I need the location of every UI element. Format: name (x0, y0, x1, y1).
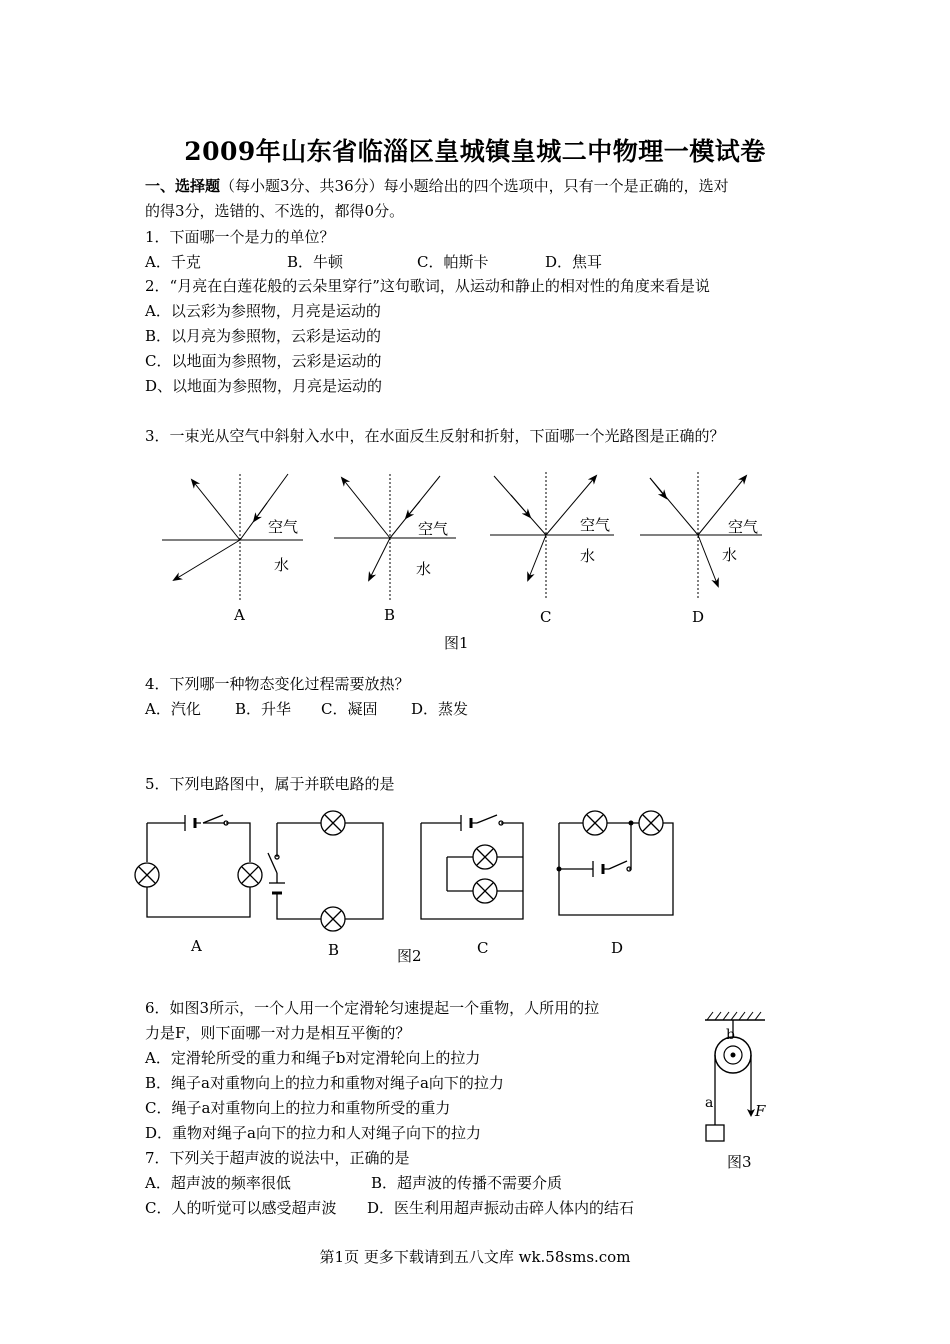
q2-option-a: A．以云彩为参照物，月亮是运动的 (145, 302, 381, 320)
figure-3-caption: 图3 (727, 1153, 752, 1171)
q1-option-d: D．焦耳 (545, 253, 603, 271)
q2-option-c: C．以地面为参照物，云彩是运动的 (145, 352, 382, 370)
label-b: b (726, 1027, 735, 1043)
ceiling (705, 1012, 765, 1020)
circuit-d (559, 811, 673, 915)
q6-option-c: C．绳子a对重物向上的拉力和重物所受的重力 (145, 1099, 451, 1117)
label-f: F (755, 1102, 766, 1120)
q7-option-c: C．人的听觉可以感受超声波 (145, 1199, 337, 1217)
label-a: a (705, 1095, 714, 1111)
q3-stem: 3．一束光从空气中斜射入水中，在水面反生反射和折射，下面哪一个光路图是正确的？ (145, 427, 725, 445)
section-desc: （每小题3分、共36分）每小题给出的四个选项中，只有一个是正确的，选对 (220, 177, 729, 195)
water-label-d: 水 (722, 546, 738, 564)
light-diagram-c (490, 472, 614, 626)
light-diagram-d (640, 472, 762, 626)
q7-option-a: A．超声波的频率很低 (145, 1174, 291, 1192)
q4-option-a: A．汽化 (145, 700, 201, 718)
figure-1-caption: 图1 (444, 634, 469, 652)
circuit-label-c: C (477, 939, 489, 957)
figure-1-light-paths (150, 462, 790, 662)
q2-option-d: D、以地面为参照物，月亮是运动的 (145, 377, 383, 395)
page-footer: 第1页 更多下载请到五八文库 wk.58sms.com (319, 1248, 631, 1266)
q7-option-b: B．超声波的传播不需要介质 (371, 1174, 563, 1192)
water-label-b: 水 (416, 560, 432, 578)
q2-stem: 2．“月亮在白莲花般的云朵里穿行”这句歌词，从运动和静止的相对性的角度来看是说 (145, 277, 710, 295)
q1-options (145, 252, 602, 272)
figure-2-caption: 图2 (397, 947, 422, 965)
q7-option-d: D．医生利用超声振动击碎人体内的结石 (367, 1199, 635, 1217)
q6-option-a: A．定滑轮所受的重力和绳子b对定滑轮向上的拉力 (145, 1049, 481, 1067)
q4-options (145, 699, 468, 719)
section-heading-line (145, 176, 729, 196)
circuit-c (421, 815, 523, 919)
section-desc-2: 的得3分，选错的、不选的，都得0分。 (145, 202, 405, 220)
figure-2-circuits (125, 805, 695, 970)
air-label-c: 空气 (580, 516, 611, 534)
q7-stem: 7．下列关于超声波的说法中，正确的是 (145, 1149, 410, 1167)
q2-option-b: B．以月亮为参照物，云彩是运动的 (145, 327, 382, 345)
circuit-label-d: D (611, 939, 624, 957)
air-label-b: 空气 (418, 520, 449, 538)
option-label-d: D (692, 608, 705, 626)
q7-options-row-2 (145, 1198, 634, 1218)
q1-option-a: A．千克 (145, 253, 201, 271)
q4-option-c: C．凝固 (321, 700, 378, 718)
option-label-b: B (384, 606, 396, 624)
circuit-label-a: A (191, 937, 202, 955)
option-label-c: C (540, 608, 552, 626)
q1-option-c: C．帕斯卡 (417, 253, 489, 271)
q4-option-b: B．升华 (235, 700, 292, 718)
weight-block (706, 1125, 724, 1141)
air-label-d: 空气 (728, 518, 759, 536)
q6-option-d: D．重物对绳子a向下的拉力和人对绳子向下的拉力 (145, 1124, 481, 1142)
water-label-c: 水 (580, 547, 596, 565)
q1-option-b: B．牛顿 (287, 253, 344, 271)
figure-3-pulley (695, 1005, 785, 1175)
section-heading: 一、选择题 (145, 177, 221, 195)
q6-stem-1: 6．如图3所示，一个人用一个定滑轮匀速提起一个重物，人所用的拉 (145, 999, 600, 1017)
q7-options-row-1 (145, 1173, 562, 1193)
air-label-a: 空气 (268, 518, 299, 536)
circuit-a (135, 815, 262, 917)
q4-option-d: D．蒸发 (411, 700, 469, 718)
q5-stem: 5．下列电路图中，属于并联电路的是 (145, 775, 395, 793)
circuit-b (268, 811, 383, 931)
q6-stem-2: 力是F，则下面哪一对力是相互平衡的？ (145, 1024, 411, 1042)
q6-option-b: B．绳子a对重物向上的拉力和重物对绳子a向下的拉力 (145, 1074, 504, 1092)
light-diagram-b (334, 474, 456, 624)
circuit-label-b: B (328, 941, 340, 959)
water-label-a: 水 (274, 556, 290, 574)
q4-stem: 4．下列哪一种物态变化过程需要放热？ (145, 675, 410, 693)
option-label-a: A (234, 606, 245, 624)
page-title: 2009年山东省临淄区皇城镇皇城二中物理一模试卷 (184, 137, 766, 166)
q1-stem: 1．下面哪一个是力的单位？ (145, 228, 335, 246)
light-diagram-a (162, 474, 303, 624)
